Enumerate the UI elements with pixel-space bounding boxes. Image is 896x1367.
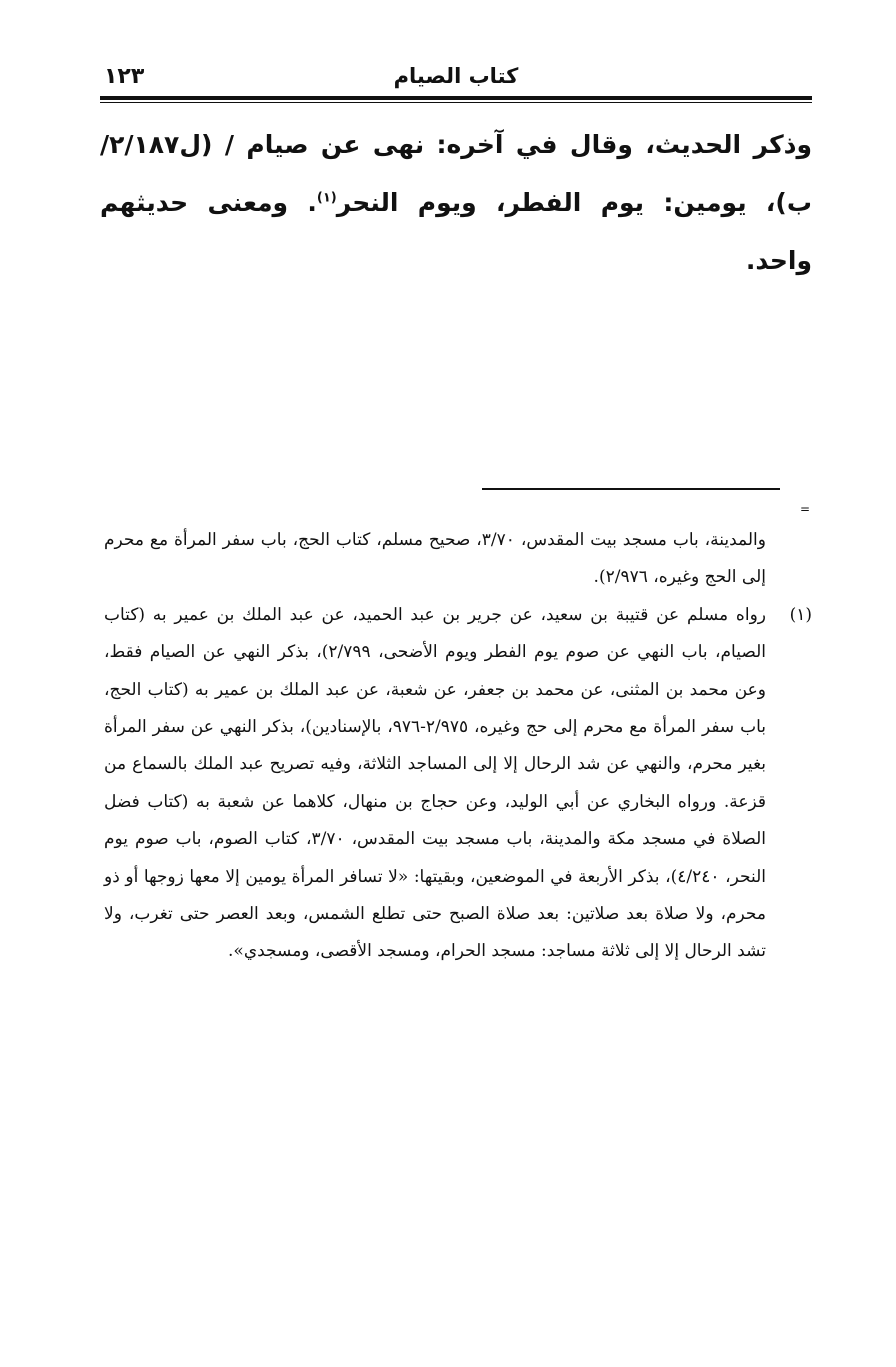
main-text-part: . ومعنى حديثهم واحد.: [100, 188, 812, 275]
running-header: [100, 62, 812, 96]
footnote-number: (١): [789, 604, 812, 625]
footnote-reference: (١): [316, 190, 337, 206]
footnotes: [104, 522, 812, 971]
header-rule-thick: [100, 96, 812, 100]
footnote-separator: [482, 488, 780, 490]
footnote-text: رواه مسلم عن قتيبة بن سعيد، عن جرير بن عبد الحميد، عن عبد الملك بن عمير به (كتاب الصيام، باب النهي عن صوم يوم الفطر ويوم الأضحى، ٢/٧٩٩)، بذكر النهي عن الصيام فقط، وعن محمد بن المثنى، عن محمد بن جعفر، عن شعبة، عن عبد الملك بن عمير به (كتاب الحج، باب سفر المرأة مع محرم إلى حج وغيره، ٢/٩٧٥-٩٧٦، بالإسنادين)، بذكر النهي عن سفر المرأة بغير محرم، والنهي عن شد الرحال إلا إلى المساجد الثلاثة، وفيه تصريح عبد الملك بالسماع من قزعة. ورواه البخاري عن أبي الوليد، وعن حجاج بن منهال، كلاهما عن شعبة به (كتاب فضل الصلاة في مسجد مكة والمدينة، باب مسجد بيت المقدس، ٣/٧٠، كتاب الصوم، باب صوم يوم النحر، ٤/٢٤٠)، بذكر الأربعة في الموضعين، وبقيتها: «لا تسافر المرأة يومين إلا معها زوجها أو ذو محرم، ولا صلاة بعد صلاتين: بعد صلاة الصبح حتى تطلع الشمس، وبعد العصر حتى تغرب، ولا تشد الرحال إلا إلى ثلاثة مساجد: مسجد الحرام، ومسجد الأقصى، ومسجدي».: [104, 604, 767, 962]
page-number: ١٢٣: [104, 64, 145, 89]
header-rule-thin: [100, 102, 812, 103]
footnote-item: [104, 597, 812, 971]
continuation-mark: =: [800, 502, 811, 516]
main-text-part: وذكر الحديث، وقال في آخره: نهى عن صيام / (ل٢/١٨٧/ب)، يومين: يوم الفطر، ويوم النحر: [100, 130, 812, 217]
main-text: [100, 116, 812, 290]
footnote-continuation: والمدينة، باب مسجد بيت المقدس، ٣/٧٠، صحيح مسلم، كتاب الحج، باب سفر المرأة مع محرم إلى الحج وغيره، ٢/٩٧٦).: [104, 530, 766, 588]
chapter-title: كتاب الصيام: [393, 64, 519, 88]
